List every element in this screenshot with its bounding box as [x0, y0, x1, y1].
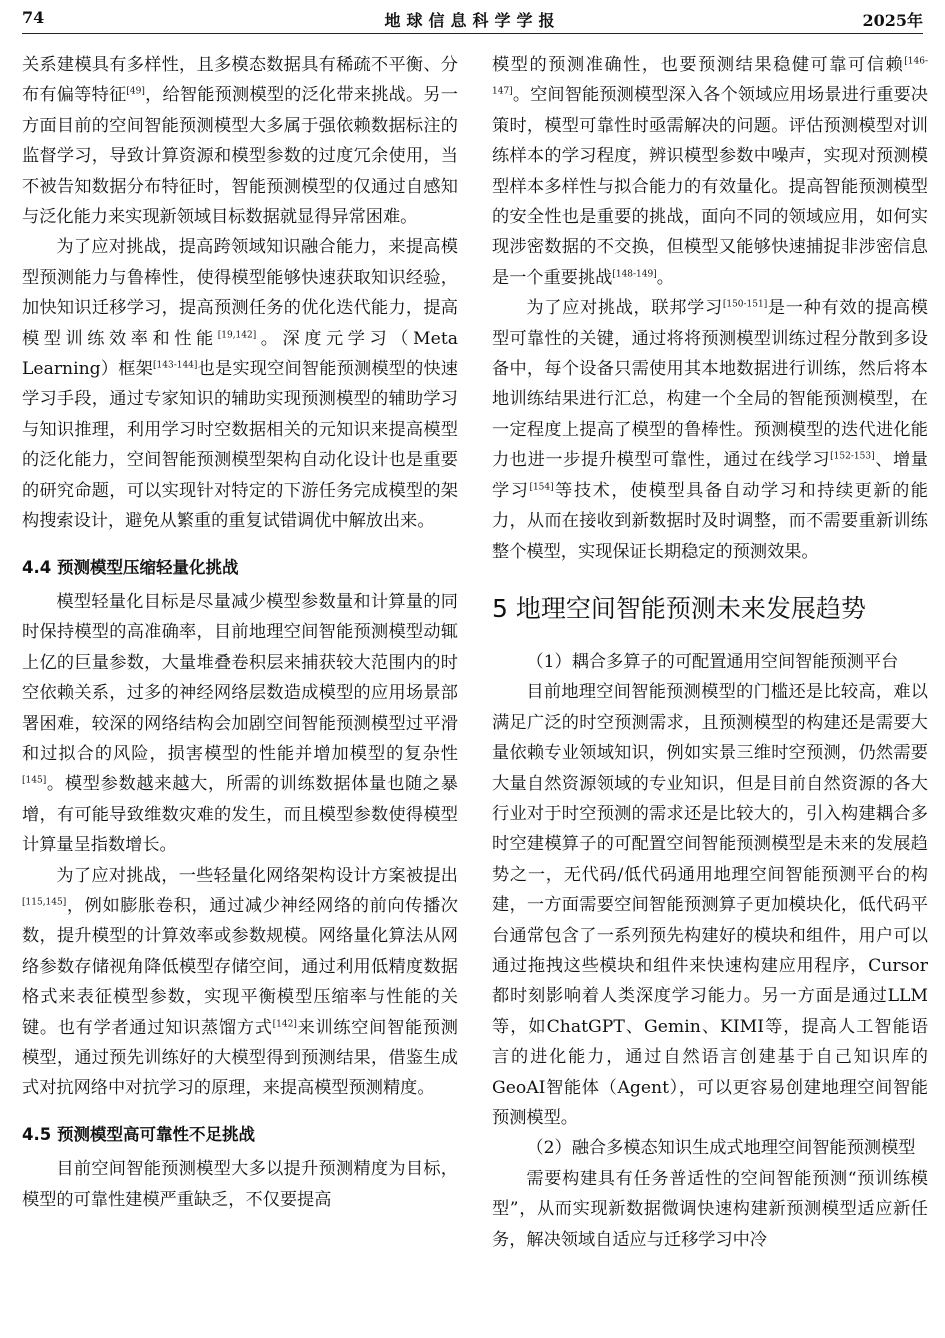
- text-run: 。深度元学习（Meta Learning）框架: [22, 328, 458, 380]
- text-run: 4.5 预测模型高可靠性不足挑战: [22, 1124, 255, 1144]
- citation-ref: [19,142]: [217, 329, 257, 340]
- subsection-title: [492, 647, 928, 677]
- text-run: 4.4 预测模型压缩轻量化挑战: [22, 557, 239, 577]
- section-heading: [22, 1120, 458, 1150]
- citation-ref: [142]: [272, 1018, 297, 1029]
- text-run: （2）融合多模态知识生成式地理空间智能预测模型: [526, 1138, 916, 1159]
- text-run: 。空间智能预测模型深入各个领域应用场景进行重要决策时，模型可靠性时亟需解决的问题。评估预测模型对训练样本的学习程度，辨识模型参数中噪声，实现对预测模型样本多样性与拟合能力的有效量化。提高智能预测模型的安全性也是重要的挑战，面向不同的领域应用，如何实现涉密数据的不交换，但模型又能够快速捕捉非涉密信息是一个重要挑战: [492, 85, 928, 288]
- left-column: [22, 50, 458, 1215]
- text-run: 也是实现空间智能预测模型的快速学习手段，通过专家知识的辅助实现预测模型的辅助学习与知识推理，利用学习时空数据相关的元知识来提高模型的泛化能力，空间智能预测模型架构自动化设计也是重要的研究命题，可以实现针对特定的下游任务完成模型的架构搜索设计，避免从繁重的重复试错调优中解放出来。: [22, 359, 458, 532]
- paragraph: [22, 50, 458, 232]
- paragraph: [22, 861, 458, 1104]
- citation-ref: [150-151]: [722, 299, 768, 310]
- paragraph: [22, 1154, 458, 1215]
- text-run: ，给智能预测模型的泛化带来挑战。另一方面目前的空间智能预测模型大多属于强依赖数据标注的监督学习，导致计算资源和模型参数的过度冗余使用，当不被告知数据分布特征时，智能预测模型的仅通过自感知与泛化能力来实现新领域目标数据就显得异常困难。: [22, 85, 458, 228]
- text-run: 关系建模具有多样性，且多模态数据具有稀疏不平衡、分布有偏等特征: [22, 55, 458, 106]
- text-run: 模型的预测准确性，也要预测结果稳健可靠可信赖: [492, 55, 905, 75]
- paragraph: [22, 587, 458, 861]
- publication-year: 2025年: [862, 11, 923, 30]
- text-run: 是一种有效的提高模型可靠性的关键，通过将将预测模型训练过程分散到多设备中，每个设备只需使用其本地数据进行训练，然后将本地训练结果进行汇总，构建一个全局的智能预测模型，在一定程度上提高了模型的鲁棒性。预测模型的迭代进化能力也进一步提升模型可靠性，通过在线学习: [492, 298, 928, 471]
- text-run: 。: [656, 267, 674, 288]
- journal-title: 地球信息科学学报: [384, 11, 561, 30]
- citation-ref: [152-153]: [830, 451, 875, 462]
- text-run: 来训练空间智能预测模型，通过预先训练好的大模型得到预测结果，借鉴生成式对抗网络中对抗学习的原理，来提高模型预测精度。: [22, 1017, 458, 1099]
- page-number: 74: [22, 8, 45, 27]
- text-run: 模型轻量化目标是尽量减少模型参数量和计算量的同时保持模型的高准确率，目前地理空间智能预测模型动辄上亿的巨量参数，大量堆叠卷积层来捕获较大范围内的时空依赖关系，过多的神经网络层数造成模型的应用场景部署困难，较深的网络结构会加剧空间智能预测模型过平滑和过拟合的风险，损害模型的性能并增加模型的复杂性: [22, 591, 458, 764]
- right-column: [492, 50, 928, 1255]
- text-run: 、增量学习: [492, 450, 928, 501]
- text-run: 目前空间智能预测模型大多以提升预测精度为目标，模型的可靠性建模严重缺乏，不仅要提高: [22, 1159, 458, 1210]
- text-run: 。模型参数越来越大，所需的训练数据体量也随之暴增，有可能导致维数灾难的发生，而且模型参数使得模型计算量呈指数增长。: [22, 774, 458, 856]
- citation-ref: [145]: [22, 775, 47, 786]
- paragraph: [492, 677, 928, 1133]
- citation-ref: [148-149]: [612, 269, 657, 280]
- text-run: 目前地理空间智能预测模型的门槛还是比较高，难以满足广泛的时空预测需求，且预测模型的构建还是需要大量依赖专业领域知识，例如实景三维时空预测，仍然需要大量自然资源领域的专业知识，但是目前自然资源的各大行业对于时空预测的需求还是比较大的，引入构建耦合多时空建模算子的可配置空间智能预测模型是未来的发展趋势之一，无代码/低代码通用地理空间智能预测平台的构建，一方面需要空间智能预测算子更加模块化，低代码平台通常包含了一系列预先构建好的模块和组件，用户可以通过拖拽这些模块和组件来快速构建应用程序，Cursor都时刻影响着人类深度学习能力。另一方面是通过LLM等，如ChatGPT、Gemin、KIMI等，提高人工智能语言的进化能力，通过自然语言创建基于自己知识库的GeoAI智能体（Agent），可以更容易创建地理空间智能预测模型。: [492, 682, 928, 1128]
- page-header: [22, 8, 923, 34]
- paragraph: [492, 1164, 928, 1255]
- paragraph: [22, 232, 458, 536]
- citation-ref: [154]: [529, 481, 554, 492]
- text-run: 为了应对挑战，联邦学习: [526, 298, 723, 319]
- text-run: 5 地理空间智能预测未来发展趋势: [492, 593, 866, 623]
- paragraph: [492, 293, 928, 567]
- citation-ref: [146-147]: [492, 56, 928, 97]
- section-heading: [22, 553, 458, 583]
- text-run: 为了应对挑战，提高跨领域知识融合能力，来提高模型预测能力与鲁棒性，使得模型能够快速获取知识经验，加快知识迁移学习，提高预测任务的优化迭代能力，提高模型训练效率和性能: [22, 237, 458, 349]
- text-run: 等技术，使模型具备自动学习和持续更新的能力，从而在接收到新数据时及时调整，而不需要重新训练整个模型，实现保证长期稳定的预测效果。: [492, 480, 928, 562]
- text-run: 需要构建具有任务普适性的空间智能预测“预训练模型”，从而实现新数据微调快速构建新预测模型适应新任务，解决领域自适应与迁移学习中冷: [492, 1168, 928, 1250]
- header-rule: [22, 33, 923, 34]
- text-run: 为了应对挑战，一些轻量化网络架构设计方案被提出: [56, 865, 458, 886]
- text-run: ，例如膨胀卷积，通过减少神经网络的前向传播次数，提升模型的计算效率或参数规模。网络量化算法从网络参数存储视角降低模型存储空间，通过利用低精度数据格式来表征模型参数，实现平衡模型压缩率与性能的关键。也有学者通过知识蒸馏方式: [22, 895, 458, 1038]
- subsection-title: [492, 1133, 928, 1163]
- text-run: （1）耦合多算子的可配置通用空间智能预测平台: [526, 651, 899, 672]
- chapter-heading: [492, 589, 928, 629]
- citation-ref: [115,145]: [22, 897, 67, 908]
- citation-ref: [143-144]: [153, 360, 198, 371]
- citation-ref: [49]: [126, 86, 145, 97]
- paragraph: [492, 50, 928, 293]
